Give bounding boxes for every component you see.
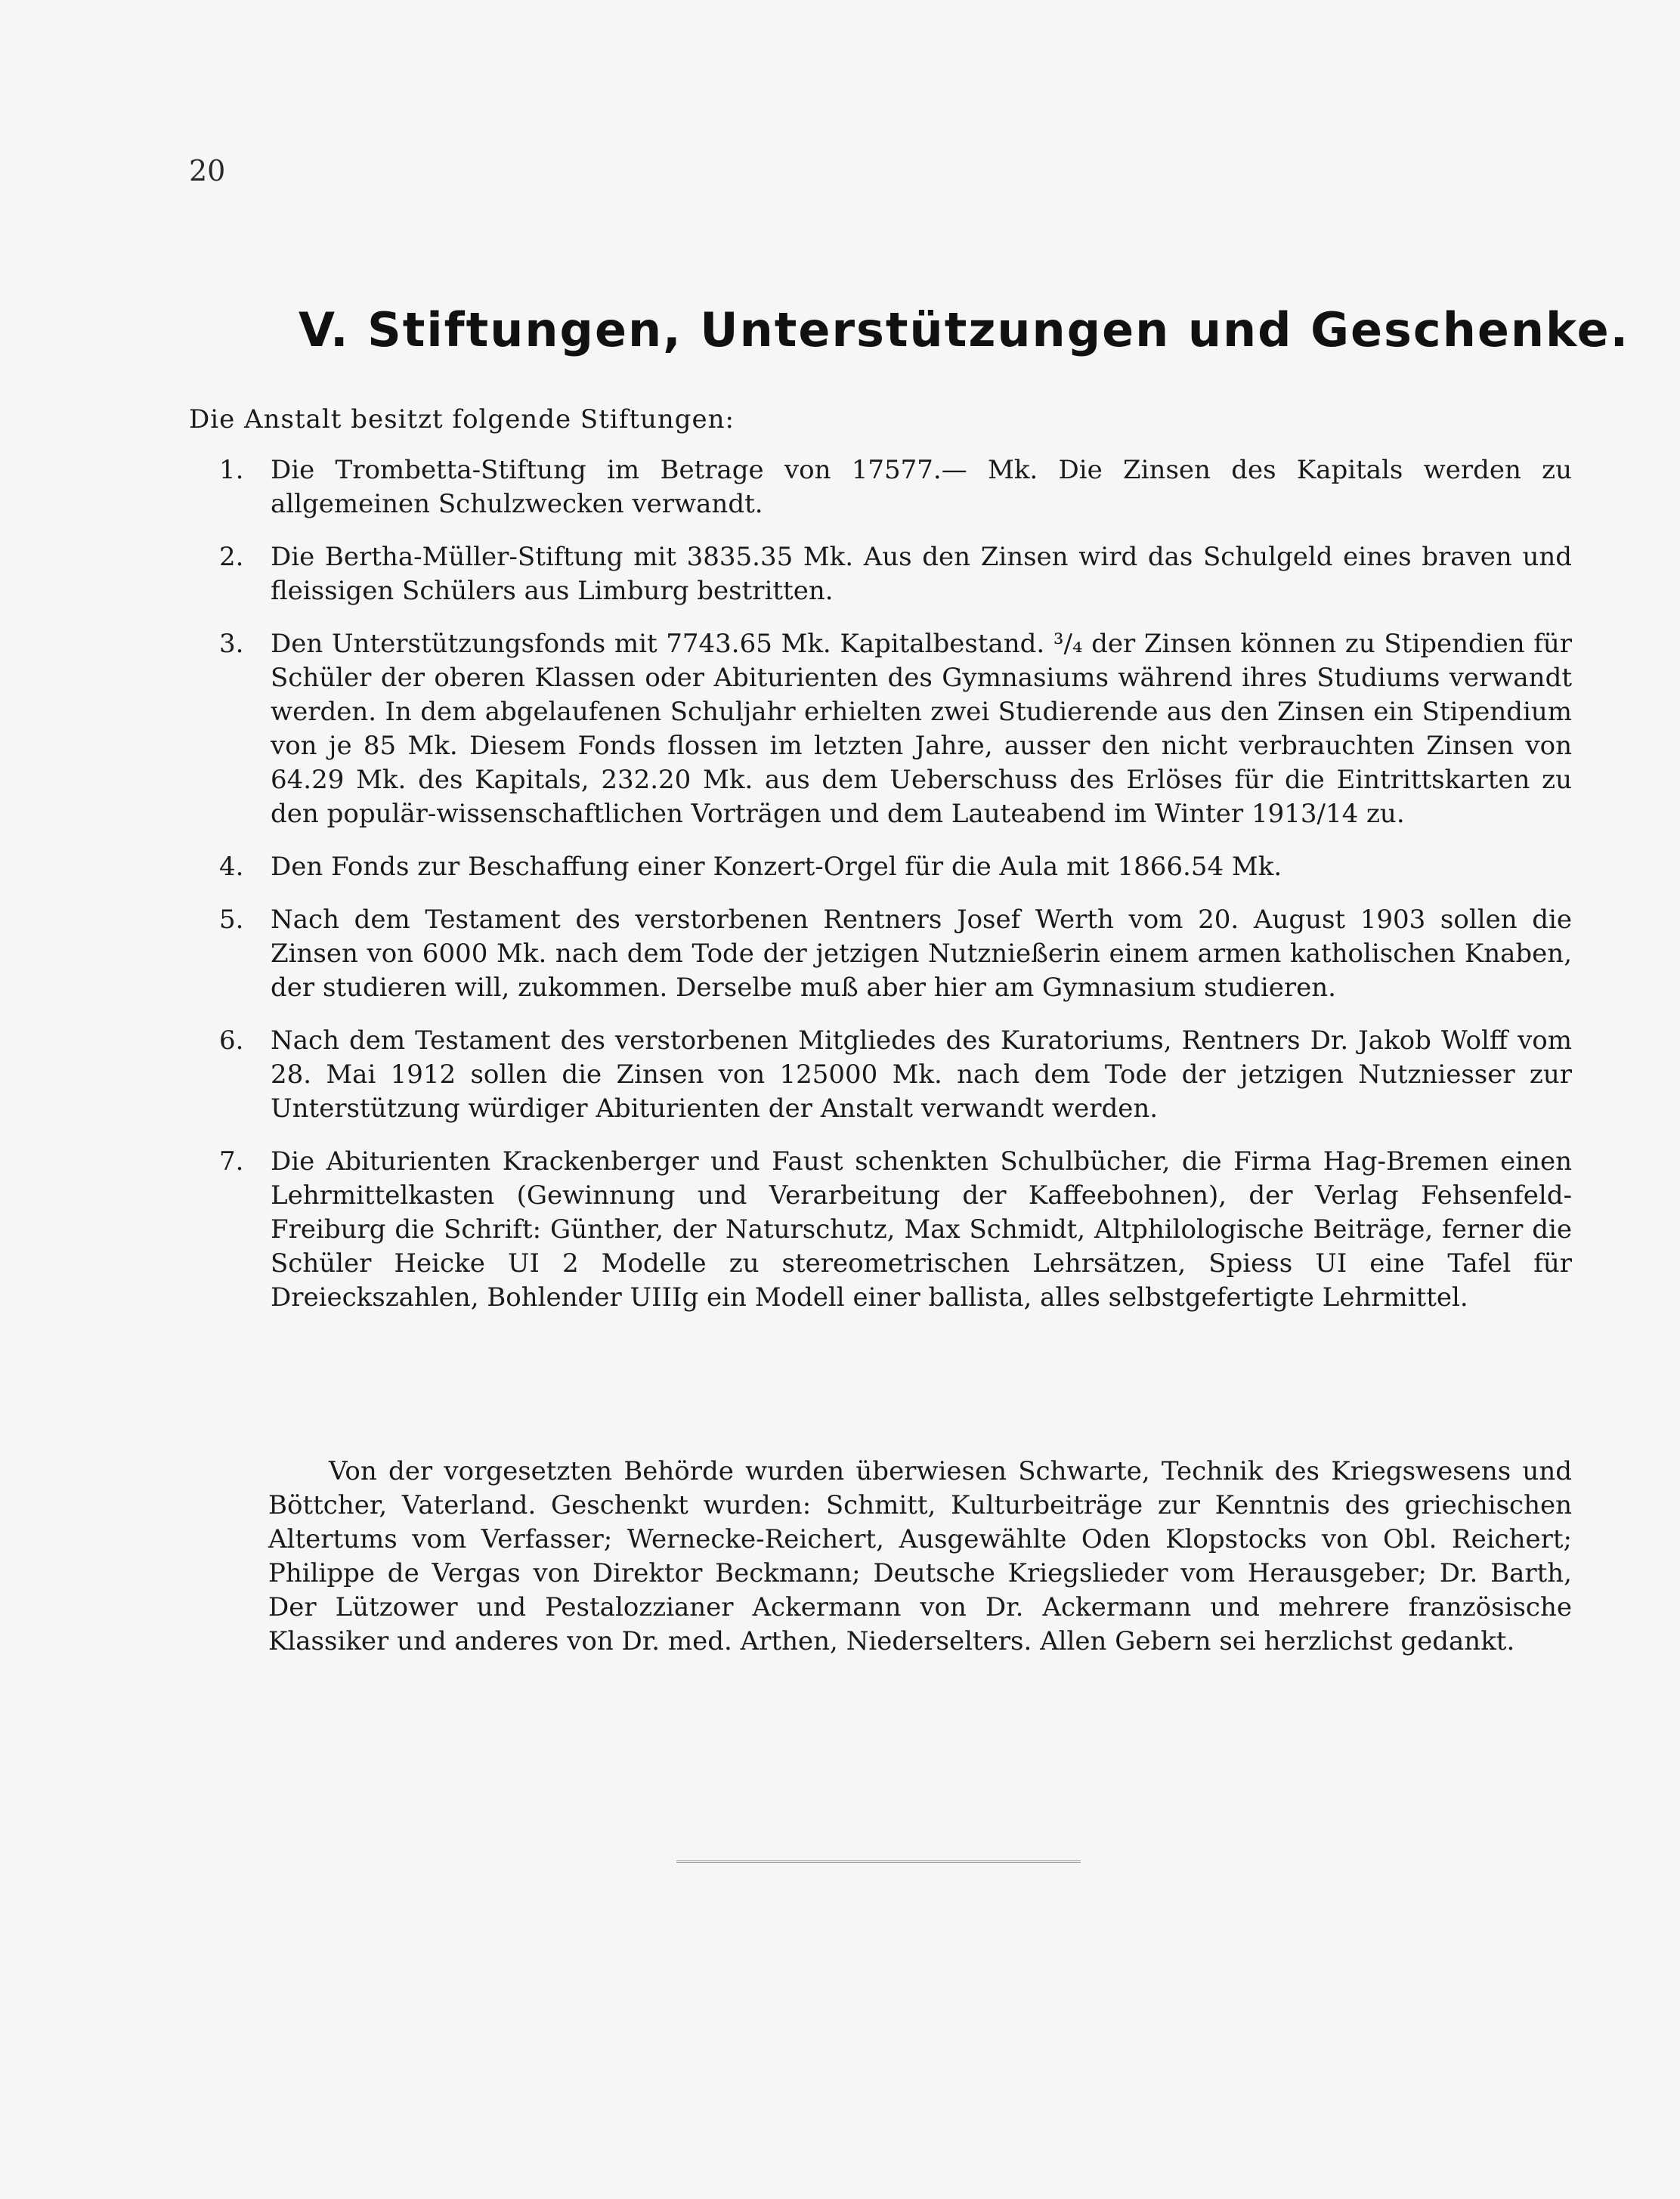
- list-item: [219, 1024, 1572, 1126]
- list-item: [219, 540, 1572, 608]
- footer-divider: [676, 1860, 1081, 1863]
- closing-paragraph: Von der vorgesetzten Behörde wurden überwiesen Schwarte, Technik des Kriegswesens und Böttcher, Vaterland. Geschenkt wurden: Schmitt, Kulturbeiträge zur Kenntnis des griechischen Altertums vom Verfasser; Wernecke-Reichert, Ausgewählte Oden Klopstocks von Obl. Reichert; Philippe de Vergas von Direktor Beckmann; Deutsche Kriegslieder vom Herausgeber; Dr. Barth, Der Lützower und Pestalozzianer Ackermann von Dr. Ackermann und mehrere französische Klassiker und anderes von Dr. med. Arthen, Niederselters. Allen Gebern sei herzlichst gedankt.: [268, 1456, 1572, 1656]
- list-item-text: Den Unterstützungsfonds mit 7743.65 Mk. Kapitalbestand. ³/₄ der Zinsen können zu Stipendien für Schüler der oberen Klassen oder Abiturienten des Gymnasiums während ihres Studiums verwandt werden. In dem abgelaufenen Schuljahr erhielten zwei Studierende aus den Zinsen ein Stipendium von je 85 Mk. Diesem Fonds flossen im letzten Jahre, ausser den nicht verbrauchten Zinsen von 64.29 Mk. des Kapitals, 232.20 Mk. aus dem Ueberschuss des Erlöses für die Eintrittskarten zu den populär-wissenschaftlichen Vorträgen und dem Lauteabend im Winter 1913/14 zu.: [271, 629, 1572, 829]
- list-item: [219, 453, 1572, 521]
- list-item: [219, 627, 1572, 831]
- list-item-number: 7.: [219, 1146, 244, 1177]
- page-number: 20: [189, 154, 226, 187]
- list-item-text: Nach dem Testament des verstorbenen Rentners Josef Werth vom 20. August 1903 sollen die Zinsen von 6000 Mk. nach dem Tode der jetzigen Nutznießerin einem armen katholischen Knaben, der studieren will, zukommen. Derselbe muß aber hier am Gymnasium studieren.: [271, 905, 1572, 1003]
- list-item-text: Die Bertha-Müller-Stiftung mit 3835.35 Mk. Aus den Zinsen wird das Schulgeld eines braven und fleissigen Schülers aus Limburg bestritten.: [271, 542, 1572, 606]
- list-item-number: 2.: [219, 542, 244, 572]
- list-item-number: 1.: [219, 455, 244, 485]
- foundations-list: [219, 453, 1572, 1334]
- list-item-text: Die Abiturienten Krackenberger und Faust schenkten Schulbücher, die Firma Hag-Bremen einen Lehrmittelkasten (Gewinnung und Verarbeitung der Kaffeebohnen), der Verlag Fehsenfeld-Freiburg die Schrift: Günther, der Naturschutz, Max Schmidt, Altphilologische Beiträge, ferner die Schüler Heicke UI 2 Modelle zu stereometrischen Lehrsätzen, Spiess UI eine Tafel für Dreieckszahlen, Bohlender UIIIg ein Modell einer ballista, alles selbstgefertigte Lehrmittel.: [271, 1146, 1572, 1313]
- list-item-number: 6.: [219, 1025, 244, 1056]
- list-item: [219, 850, 1572, 884]
- intro-text: Die Anstalt besitzt folgende Stiftungen:: [189, 404, 735, 435]
- list-item-text: Den Fonds zur Beschaffung einer Konzert-Orgel für die Aula mit 1866.54 Mk.: [271, 852, 1282, 882]
- list-item-text: Nach dem Testament des verstorbenen Mitgliedes des Kuratoriums, Rentners Dr. Jakob Wolff vom 28. Mai 1912 sollen die Zinsen von 125000 Mk. nach dem Tode der jetzigen Nutzniesser zur Unterstützung würdiger Abiturienten der Anstalt verwandt werden.: [271, 1025, 1572, 1124]
- list-item-number: 4.: [219, 852, 244, 882]
- list-item-number: 5.: [219, 905, 244, 935]
- page-title: V. Stiftungen, Unterstützungen und Geschenke.: [299, 302, 1630, 357]
- list-item: [219, 903, 1572, 1005]
- list-item: [219, 1145, 1572, 1315]
- list-item-text: Die Trombetta-Stiftung im Betrage von 17577.— Mk. Die Zinsen des Kapitals werden zu allgemeinen Schulzwecken verwandt.: [271, 455, 1572, 519]
- list-item-number: 3.: [219, 629, 244, 659]
